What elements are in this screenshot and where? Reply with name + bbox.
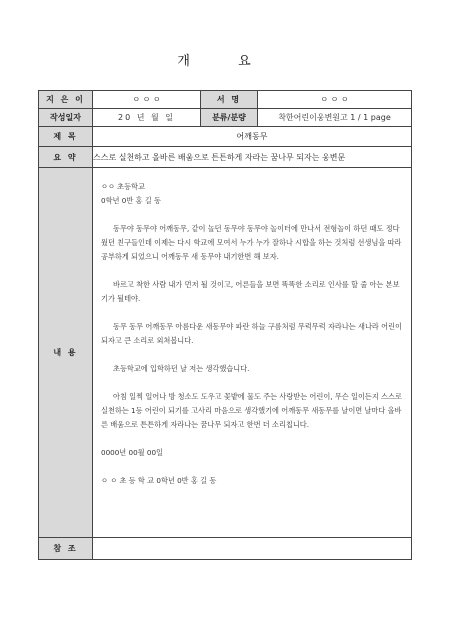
summary-value: 스스로 실천하고 올바른 배움으로 튼튼하게 자라는 꿈나무 되자는 웅변문 (93, 147, 412, 168)
category-value: 착한어린이웅변원고 1 / 1 page (258, 109, 412, 127)
subject-label: 제 목 (39, 127, 93, 147)
reference-value (93, 538, 412, 560)
reference-label: 참 조 (39, 538, 93, 560)
content-label: 내 용 (39, 168, 93, 538)
page-title: 개 요 (177, 54, 273, 69)
school-line: ㅇㅇ 초등학교 (101, 182, 145, 191)
author-label: 지 은 이 (39, 91, 93, 109)
reference-row (39, 538, 412, 560)
book-title-value: ㅇ ㅇ ㅇ (258, 91, 412, 109)
content-row (39, 168, 412, 538)
book-title-label: 서 명 (201, 91, 258, 109)
summary-form-table (38, 90, 412, 560)
speech-text (93, 168, 411, 496)
speaker-line: 0학년 0반 홍 길 동 (101, 196, 161, 205)
paragraph-1: 동무야 동무야 어깨동무, 같이 놀던 동무야 동무야 놀이터에 만나서 전형놀이 하던 때도 정다웠던 친구들인데 이제는 다시 학교에 모여서 누가 누가 잘하나 시합을 하는 것처럼 선생님을 따라 공부하게 되었으니 어깨동무 새 동무야 내기한번 해 보자. (101, 224, 402, 261)
summary-row (39, 147, 412, 168)
paragraph-2: 바르고 착한 사람 내가 먼저 될 것이고, 어른들을 보면 똑똑한 소리로 인사를 할 줄 아는 본보기가 될테야. (101, 280, 400, 303)
date-row (39, 109, 412, 127)
paragraph-4: 초등학교에 입학하던 날 저는 생각했습니다. (113, 364, 250, 373)
summary-label: 요 약 (39, 147, 93, 168)
paragraph-5: 아침 일찍 일어나 방 청소도 도우고 꽃밭에 물도 주는 사랑받는 어린이, 무슨 일이든지 스스로 실천하는 1등 어린이 되기를 고사리 마음으로 생각했기에 어깨동무 새동무를 날이면 날마다 올바른 배움으로 튼튼하게 자라나는 꿈나무 되자고 한번 더 소리칩니다. (101, 392, 402, 429)
date-line: 0000년 00월 00일 (101, 448, 163, 457)
subject-row (39, 127, 412, 147)
category-label: 분류/분량 (201, 109, 258, 127)
content-cell (93, 168, 412, 538)
date-value: 20 년 월 일 (93, 109, 201, 127)
author-row (39, 91, 412, 109)
author-value: ㅇ ㅇ ㅇ (93, 91, 201, 109)
signature-line: ㅇ ㅇ 초 등 학 교 0학년 0반 홍 길 동 (101, 476, 217, 485)
subject-value: 어깨동무 (93, 127, 412, 147)
paragraph-3: 동무 동무 어깨동무 아름다운 새동무야 파란 하늘 구름처럼 무럭무럭 자라나는 새나라 어린이 되자고 큰 소리로 외쳐봅니다. (101, 322, 402, 345)
date-label: 작성일자 (39, 109, 93, 127)
